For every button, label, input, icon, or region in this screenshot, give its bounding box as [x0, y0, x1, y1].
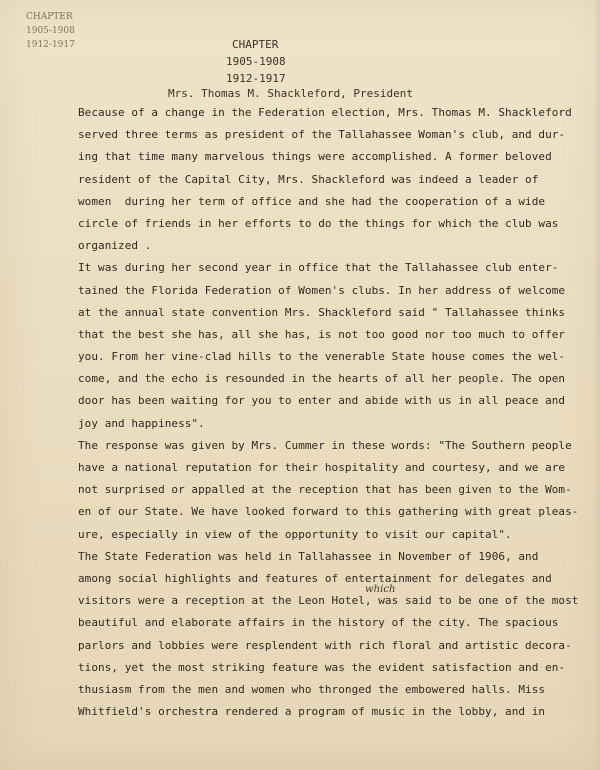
- bleed-line-2: 1905-1908: [26, 26, 75, 36]
- text-line: thusiasm from the men and women who thronged the embowered halls. Miss: [78, 682, 546, 696]
- text-line: resident of the Capital City, Mrs. Shackleford was indeed a leader of: [78, 172, 539, 186]
- text-line: beautiful and elaborate affairs in the history of the city. The spacious: [78, 616, 559, 630]
- text-line: joy and happiness".: [78, 416, 205, 430]
- text-line: The State Federation was held in Tallahassee in November of 1906, and: [78, 549, 539, 563]
- text-line: ure, especially in view of the opportunity to visit our capital".: [78, 527, 512, 541]
- text-line: Because of a change in the Federation election, Mrs. Thomas M. Shackleford: [78, 106, 572, 119]
- text-line: among social highlights and features of entertainment for delegates and: [78, 571, 552, 585]
- chapter-years-2: 1912-1917: [226, 72, 286, 85]
- text-line: at the annual state convention Mrs. Shackleford said " Tallahassee thinks: [78, 305, 566, 319]
- text-line: organized .: [78, 239, 152, 253]
- text-line: visitors were a reception at the Leon Hotel, was said to be one of the most which: [78, 590, 598, 612]
- text-line: come, and the echo is resounded in the hearts of all her people. The open: [78, 372, 566, 386]
- text-line: you. From her vine-clad hills to the venerable State house comes the wel-: [78, 350, 566, 364]
- text-line: have a national reputation for their hospitality and courtesy, and we are: [78, 461, 566, 474]
- body-text: [78, 102, 598, 723]
- chapter-label: CHAPTER: [232, 38, 279, 51]
- text-line: not surprised or appalled at the reception that has been given to the Wom-: [78, 483, 572, 497]
- text-line: en of our State. We have looked forward to this gathering with great pleas-: [78, 505, 579, 519]
- text-line: tions, yet the most striking feature was the evident satisfaction and en-: [78, 660, 566, 674]
- faint-bleedthrough-note: [26, 10, 75, 52]
- text-line: It was during her second year in office that the Tallahassee club enter-: [78, 261, 559, 275]
- text-line: that the best she has, all she has, is not too good nor too much to offer: [78, 327, 566, 341]
- bleed-line-1: CHAPTER: [26, 12, 73, 22]
- chapter-years-1: 1905-1908: [226, 55, 286, 68]
- text-line: ing that time many marvelous things were accomplished. A former beloved: [78, 150, 552, 164]
- bleed-line-3: 1912-1917: [26, 40, 75, 50]
- text-line: women during her term of office and she had the cooperation of a wide: [78, 194, 546, 208]
- text-line: served three terms as president of the Tallahassee Woman's club, and dur-: [78, 128, 566, 142]
- text-line: Whitfield's orchestra rendered a program of music in the lobby, and in: [78, 705, 546, 719]
- president-line: Mrs. Thomas M. Shackleford, President: [168, 87, 414, 100]
- text-line: parlors and lobbies were resplendent with rich floral and artistic decora-: [78, 638, 572, 652]
- handwritten-insertion: which: [365, 584, 396, 596]
- text-line: door has been waiting for you to enter and abide with us in all peace and: [78, 394, 566, 408]
- text-line: The response was given by Mrs. Cummer in these words: "The Southern people: [78, 438, 572, 452]
- text-line: circle of friends in her efforts to do the things for which the club was: [78, 216, 559, 230]
- text-line: tained the Florida Federation of Women's clubs. In her address of welcome: [78, 283, 566, 297]
